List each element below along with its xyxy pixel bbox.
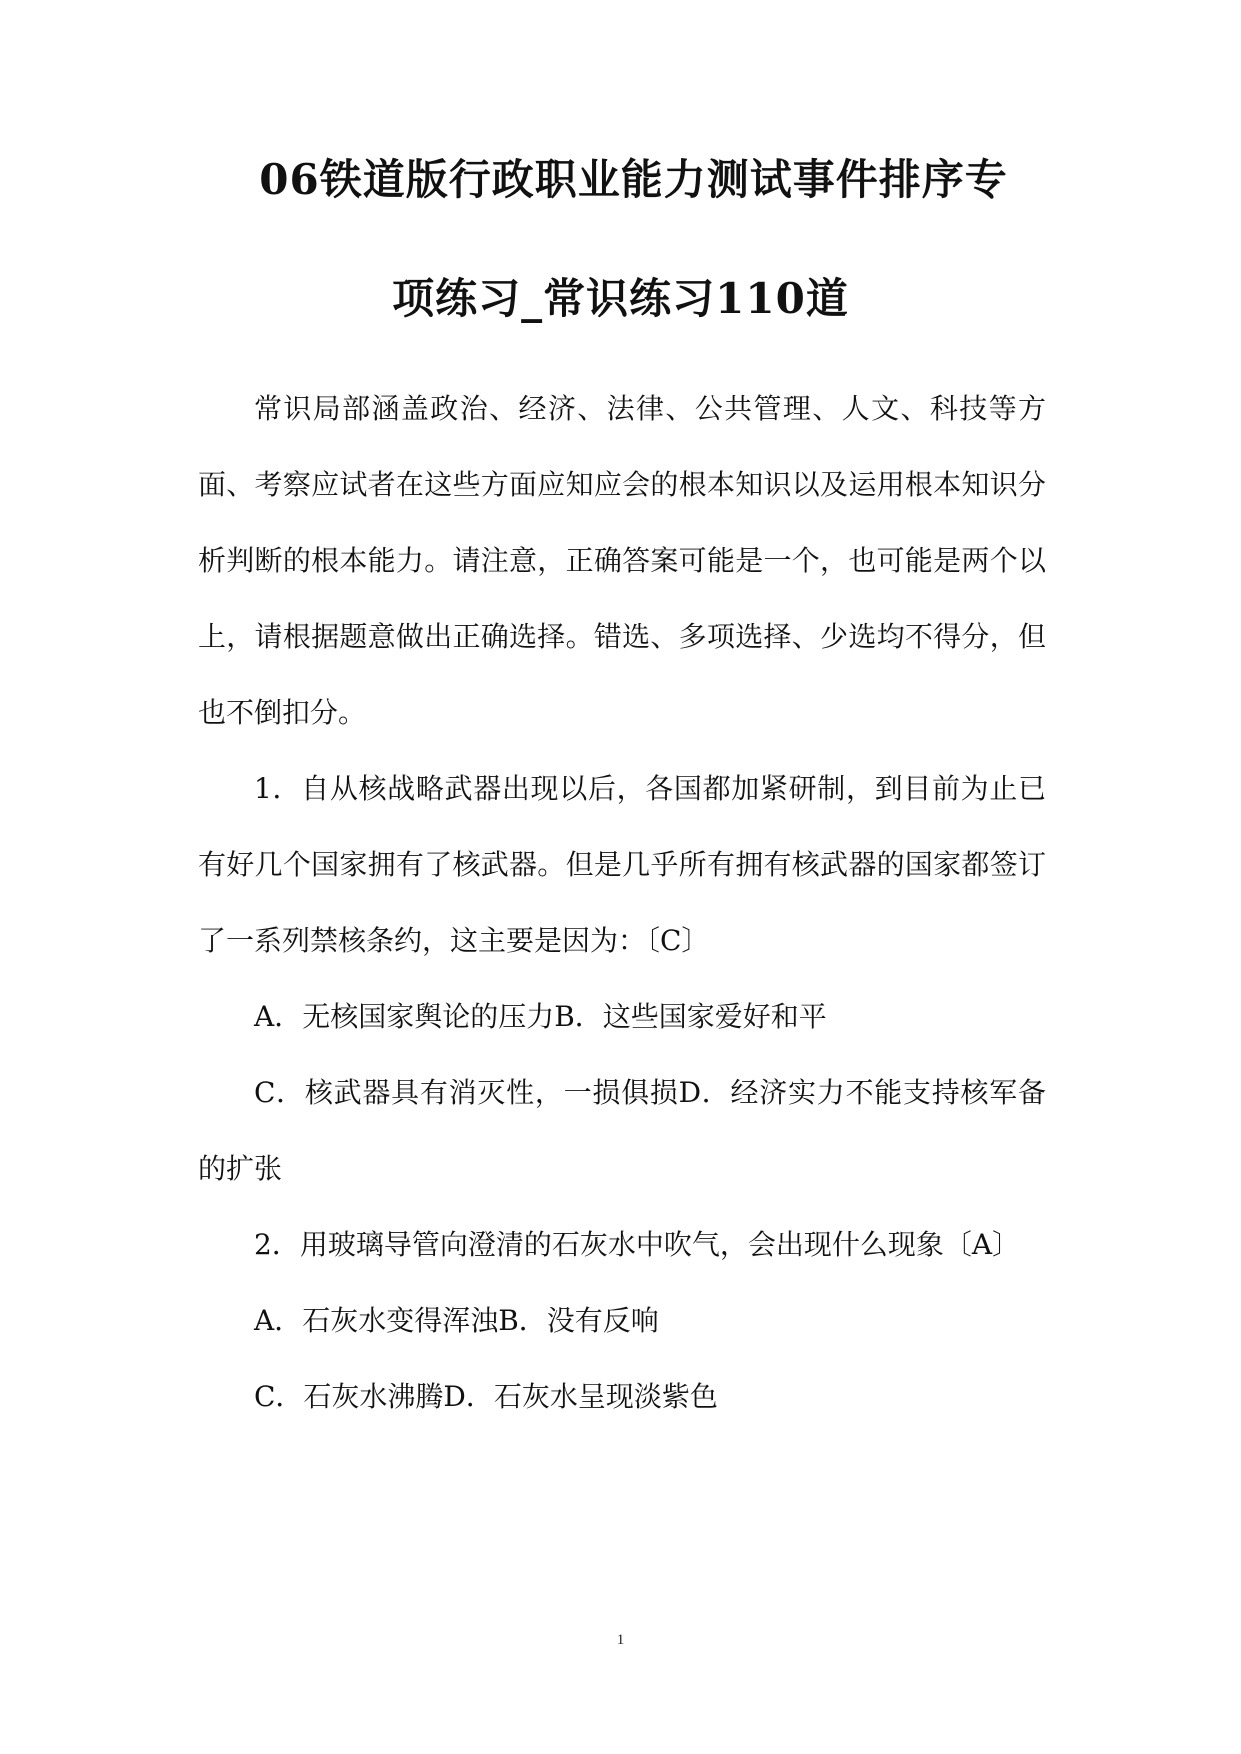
question-2-options-line-2: C．石灰水沸腾D．石灰水呈现淡紫色 [254, 1380, 718, 1413]
document-title-line-2: 项练习_常识练习110道 [392, 274, 849, 323]
question-1-options-line-1: A．无核国家舆论的压力B．这些国家爱好和平 [254, 1000, 827, 1033]
document-body [198, 371, 1046, 1435]
question-1-stem: 1．自从核战略武器出现以后，各国都加紧研制，到目前为止已有好几个国家拥有了核武器。但是几乎所有拥有核武器的国家都签订了一系列禁核条约，这主要是因为：〔C〕 [198, 772, 1046, 957]
page-number: 1 [616, 1632, 625, 1648]
question-2-stem: 2．用玻璃导管向澄清的石灰水中吹气，会出现什么现象〔A〕 [254, 1228, 1021, 1261]
document-title-line-1: 06铁道版行政职业能力测试事件排序专 [259, 155, 1008, 204]
question-1-options-line-2: C．核武器具有消灭性，一损俱损D．经济实力不能支持核军备的扩张 [198, 1076, 1046, 1185]
question-2-options-line-1: A．石灰水变得浑浊B．没有反响 [254, 1304, 659, 1337]
intro-paragraph: 常识局部涵盖政治、经济、法律、公共管理、人文、科技等方面、考察应试者在这些方面应知应会的根本知识以及运用根本知识分析判断的根本能力。请注意，正确答案可能是一个，也可能是两个以上，请根据题意做出正确选择。错选、多项选择、少选均不得分，但也不倒扣分。 [198, 392, 1046, 729]
